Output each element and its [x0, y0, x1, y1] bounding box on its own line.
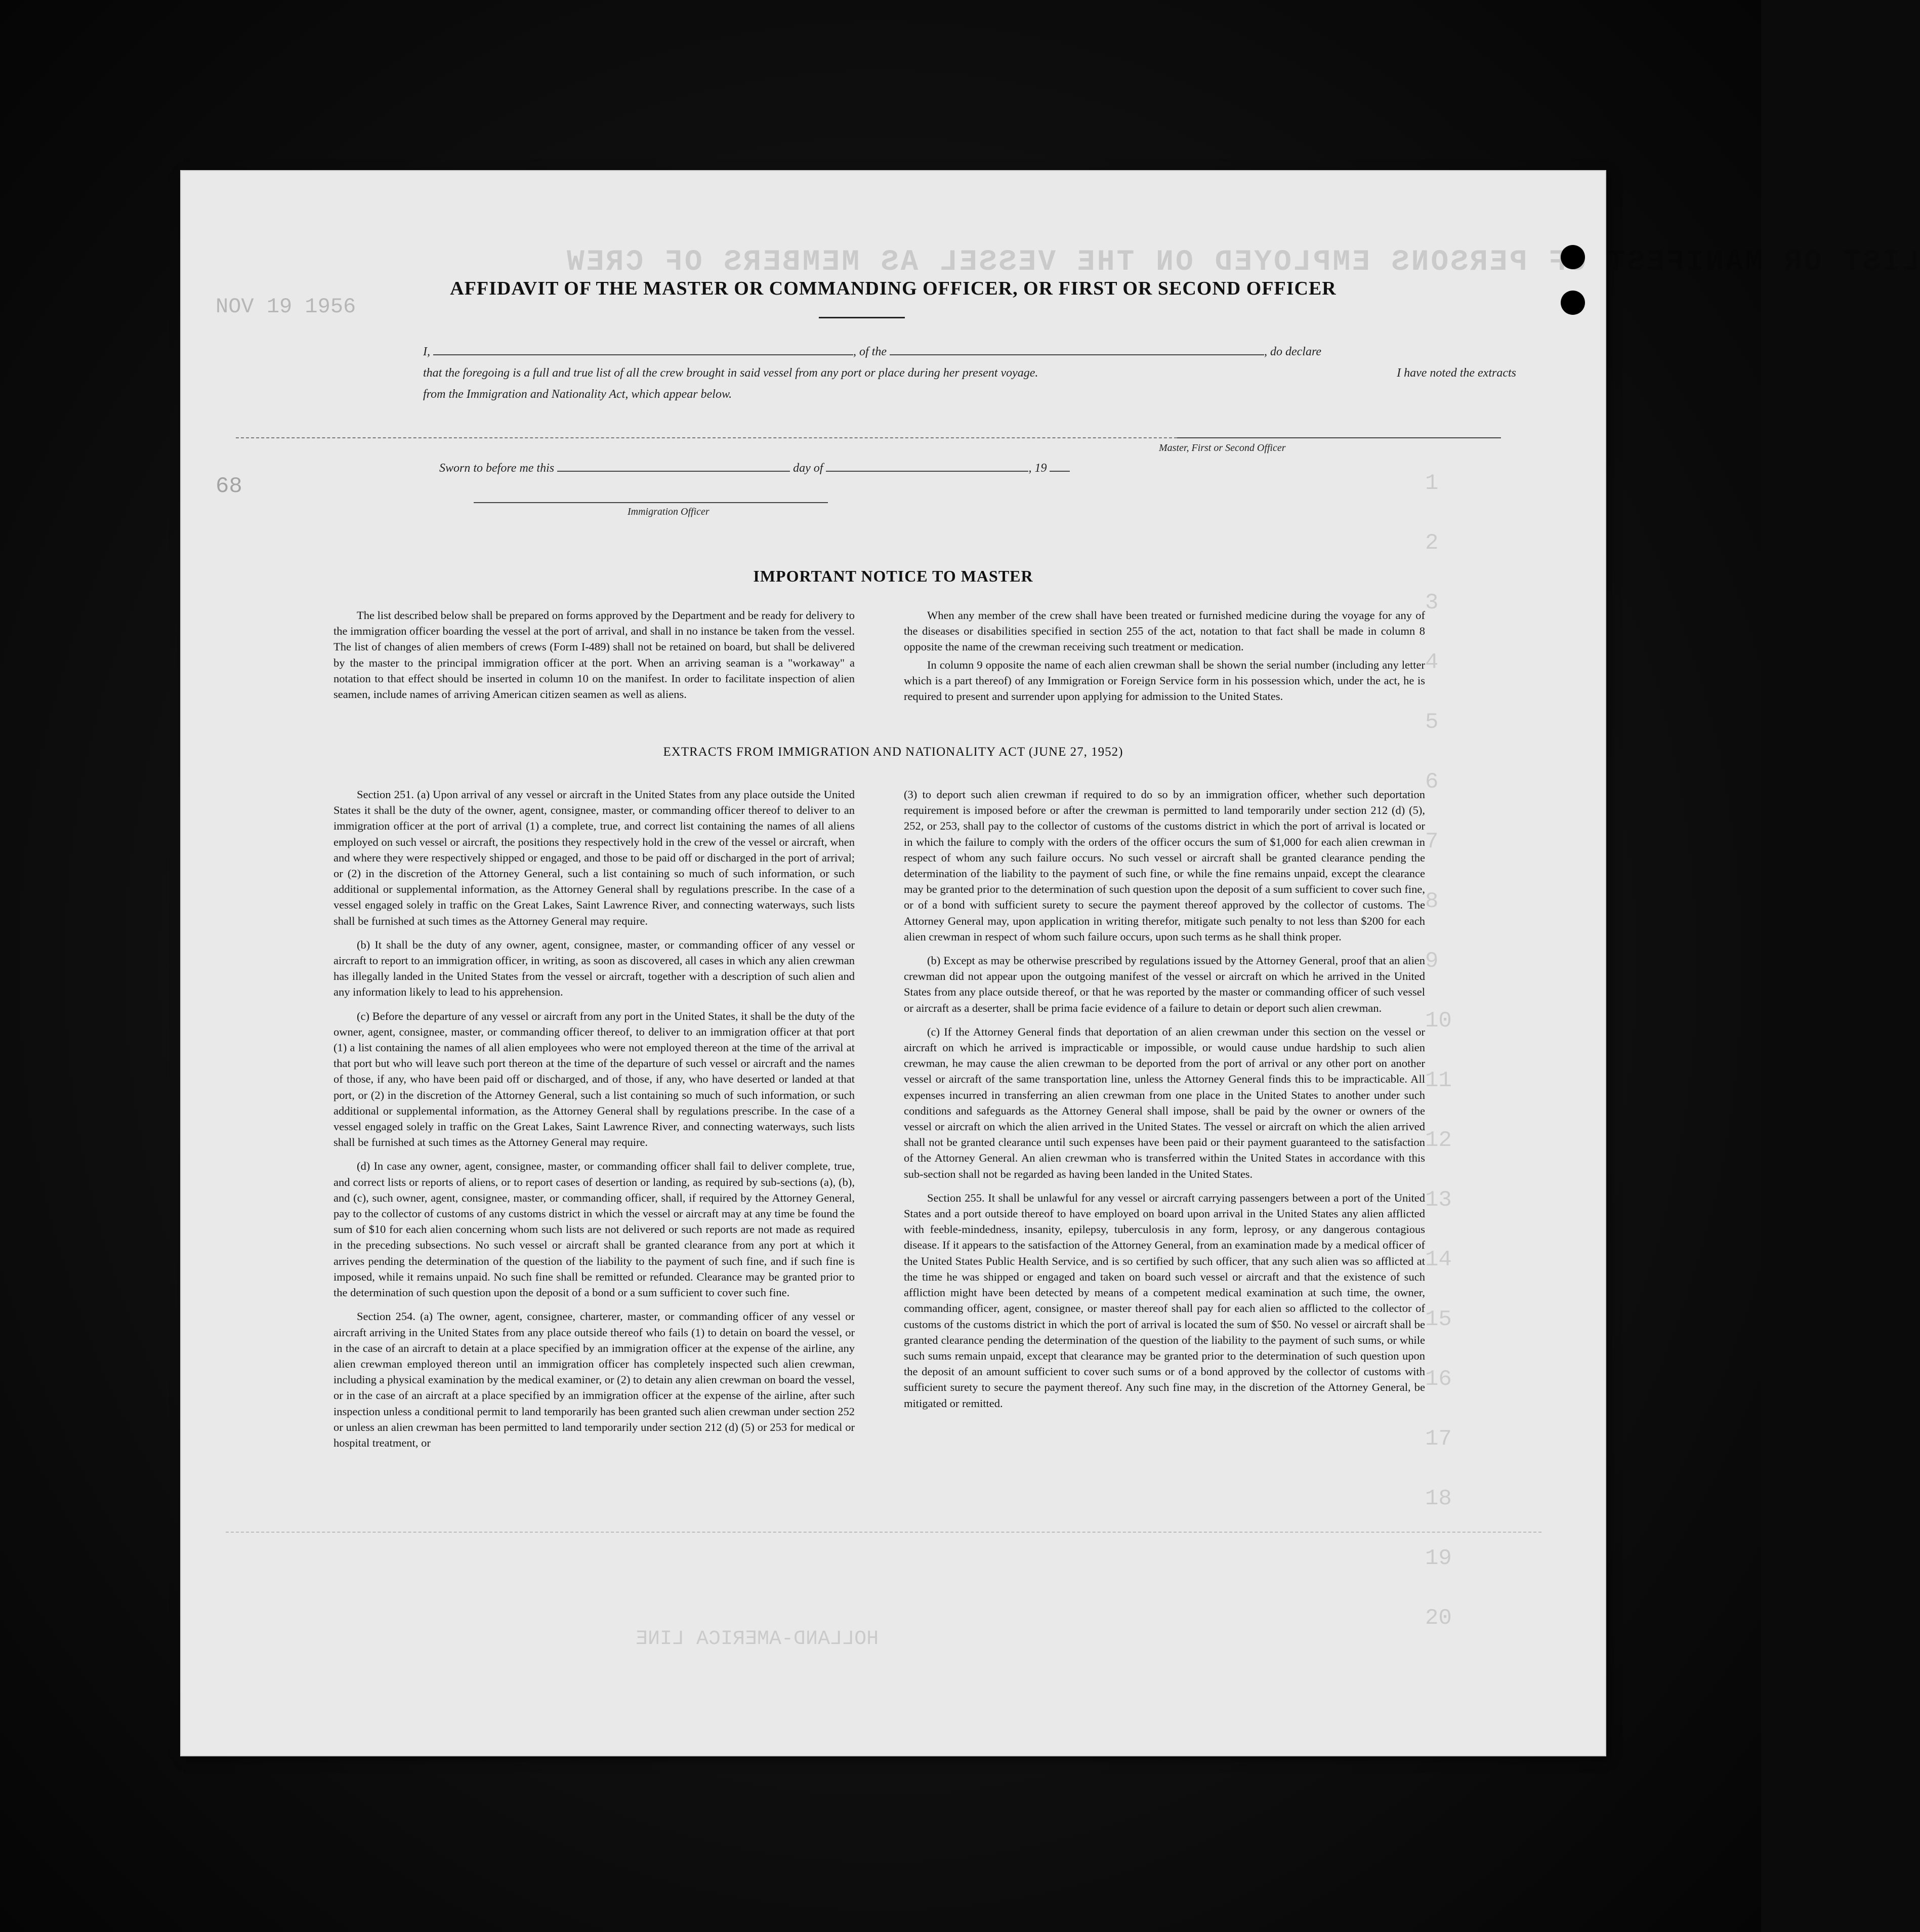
separator-rule: [236, 437, 1177, 438]
show-through-page-number: 68: [216, 474, 242, 499]
section-254a-continued: (3) to deport such alien crewman if required to do so by an immigration officer, whether such deportation requirement is imposed before or after the crewman is permitted to land temporarily under section 212 (d) (5), 252, or 253, shall pay to the collector of customs of the customs district in which the port of arrival is located or in which the failure to comply with the orders of the officer occurs the sum of $1,000 for each alien crewman in respect of whom any such failure occurs. No such vessel or aircraft shall be granted clearance pending the determination of the liability to the payment of such fine, or while the fine remains unpaid, except the clearance may be granted prior to the determination of such question upon the deposit of a sum sufficient to cover such fine, or of a bond with sufficient surety to secure the payment thereof approved by the collector of customs. The Attorney General may, upon application in writing therefor, mitigate such penalty to not less than $200 for each alien crewman in respect of whom such failure occurs, upon such terms as he shall think proper.: [904, 788, 1425, 943]
of-the-label: , of the: [853, 345, 887, 358]
show-through-footer: HOLLAND-AMERICA LINE: [636, 1628, 879, 1651]
notice-paragraph: In column 9 opposite the name of each alien crewman shall be shown the serial number (including any letter which is a part thereof) of any Immigration or Foreign Service form in his possession which, under the act, he is required to present and surrender upon applying for admission to the United States.: [904, 658, 1425, 703]
declaration-line-2: from the Immigration and Nationality Act, which appear below.: [423, 388, 732, 401]
show-through-column: 1 2 3 4 5 6 7 8 9 10 11 12 13 14 15 16 17 18 19 20: [1425, 471, 1452, 1631]
signature-caption: Master, First or Second Officer: [1159, 442, 1286, 454]
show-through-title: LIST OR MANIFEST OF PERSONS EMPLOYED ON THE VESSEL AS MEMBERS OF CREW: [565, 246, 1920, 279]
section-251c: (c) Before the departure of any vessel or aircraft from any port in the United States, it shall be the duty of the owner, agent, consignee, master, or commanding officer thereof, to deliver to an immigration officer at that port (1) a list containing the names of all alien employees who were not employed thereon at the time of the arrival at that port but who will leave such port thereon at the time of the departure of such vessel or aircraft and the names of those, if any, who have been paid off or discharged, and of those, if any, who have deserted or landed at that port, or (2) in the discretion of the Attorney General, such a list containing so much of such information, or such additional or supplemental information, as the Attorney General shall by regulations prescribe. In the case of a vessel engaged solely in traffic on the Great Lakes, Saint Lawrence River, and connecting waterways, such lists shall be furnished at such times as the Attorney General may require.: [333, 1009, 855, 1149]
section-251b: (b) It shall be the duty of any owner, agent, consignee, master, or commanding officer of any vessel or aircraft to report to an immigration officer, in writing, as soon as discovered, all cases in which any alien crewman has illegally landed in the United States from the vessel or aircraft, together with a description of such alien and any information likely to lead to his apprehension.: [333, 938, 855, 999]
master-name-blank[interactable]: [433, 354, 853, 355]
section-255: Section 255. It shall be unlawful for any vessel or aircraft carrying passengers between a port of the United States and a port outside thereof to have employed on board upon arrival in the United States any alien afflicted with feeble-mindedness, insanity, epilepsy, tuberculosis in any form, leprosy, or any dangerous contagious disease. If it appears to the satisfaction of the Attorney General, from an examination made by a medical officer of the United States Public Health Service, and is so certified by such officer, that any such alien was so afflicted at the time he was shipped or engaged and taken on board such vessel or aircraft and that the existence of such affliction might have been detected by means of a competent medical examination at such time, the owner, commanding officer, agent, consignee, or master thereof shall pay for each alien so afflicted to the collector of customs of the customs district in which the port of arrival is located the sum of $50. No vessel or aircraft shall be granted clearance pending the determination of the question of the liability to the payment of such sums, or while such sums remain unpaid, except that clearance may be granted prior to the determination of such question upon the deposit of an amount sufficient to cover such sums or of a bond approved by the collector of customs with sufficient surety to secure the payment thereof. Any such fine may, in the discretion of the Attorney General, be mitigated or remitted.: [904, 1191, 1425, 1410]
section-254a: Section 254. (a) The owner, agent, consignee, charterer, master, or commanding officer of any vessel or aircraft arriving in the United States from any place outside thereof who fails (1) to detain on board the vessel, or in the case of an aircraft to detain at a place specified by an immigration officer at the expense of the airline, any alien crewman employed thereon until an immigration officer has completely inspected such alien crewman, including a physical examination by the medical examiner, or (2) to detain any alien crewman on board the vessel, or in the case of an aircraft at a place specified by an immigration officer at the expense of the airline, after such inspection unless a conditional permit to land temporarily has been granted such alien crewman under section 252 or unless an alien crewman has been permitted to land temporarily under section 212 (d) (5) or 253 for medical or hospital treatment, or: [333, 1310, 855, 1449]
section-254b: (b) Except as may be otherwise prescribed by regulations issued by the Attorney General, proof that an alien crewman did not appear upon the outgoing manifest of the vessel or aircraft on which he arrived in the United States from any place outside thereof, or that he was reported by the master or commanding officer of such vessel or aircraft as a deserter, shall be prima facie evidence of a failure to detain or deport such alien crewman.: [904, 954, 1425, 1014]
notice-right-column: [904, 607, 1425, 712]
do-declare-label: , do declare: [1264, 345, 1322, 358]
document-page: [180, 170, 1920, 1756]
notice-paragraph: When any member of the crew shall have been treated or furnished medicine during the voyage for any of the diseases or disabilities specified in section 255 of the act, notation to that fact shall be made in column 8 opposite the name of the crewman receiving such treatment or medication.: [904, 609, 1425, 653]
affidavit-title: AFFIDAVIT OF THE MASTER OR COMMANDING OFFICER, OR FIRST OR SECOND OFFICER: [450, 278, 1337, 299]
section-251d: (d) In case any owner, agent, consignee, master, or commanding officer shall fail to deliver complete, true, and correct lists or reports of aliens, or to report cases of desertion or landing, as required by sub-sections (a), (b), and (c), such owner, agent, consignee, master, or commanding officer, shall, if required by the Attorney General, pay to the collector of customs of any customs district in which the vessel or aircraft may at any time be found the sum of $10 for each alien concerning whom such lists are not delivered or such reports are not made as required in the preceding subsections. No such vessel or aircraft shall be granted clearance from any port at which it arrives pending the determination of the question of the liability to the payment of such fine, and if such fine is imposed, while it remains unpaid. No such fine shall be remitted or refunded. Clearance may be granted prior to the determination of such question upon the deposit of a bond or a sum sufficient to cover such fine.: [333, 1160, 855, 1299]
show-through-stamp: NOV 19 1956: [216, 295, 356, 319]
section-251a: Section 251. (a) Upon arrival of any vessel or aircraft in the United States from any place outside the United States it shall be the duty of the owner, agent, consignee, master, or commanding officer thereof to deliver to an immigration officer at the port of arrival (1) a complete, true, and correct list containing the names of all aliens employed on such vessel or aircraft, the positions they respectively hold in the crew of the vessel or aircraft, when and where they were respectively shipped or engaged, and those to be paid off or discharged in the port of arrival; or (2) in the discretion of the Attorney General, such a list containing so much of such information, or such additional or supplemental information, as the Attorney General shall by regulations prescribe. In the case of a vessel engaged solely in traffic on the Great Lakes, Saint Lawrence River, and connecting waterways, such lists shall be furnished at such times as the Attorney General may require.: [333, 788, 855, 927]
sworn-year-blank[interactable]: [1050, 471, 1070, 472]
title-rule: [819, 317, 905, 318]
sworn-day-blank[interactable]: [557, 471, 790, 472]
officer-signature-line[interactable]: [474, 502, 828, 503]
footer-rule: [226, 1532, 1541, 1533]
notice-left-column: [333, 607, 855, 710]
signature-line[interactable]: [1177, 437, 1501, 438]
sworn-month-blank[interactable]: [826, 471, 1028, 472]
section-254c: (c) If the Attorney General finds that deportation of an alien crewman under this section on the vessel or aircraft on which he arrived is impracticable or impossible, or would cause undue hardship to such alien crewman, he may cause the alien crewman to be deported from the port of arrival or any other port on another vessel or aircraft of the same transportation line, unless the Attorney General finds this to be impracticable. All expenses incurred in transferring an alien crewman from one place in the United States to another under such conditions and safeguards as the Attorney General shall impose, shall be paid by the owner or owners of the vessel or aircraft on which the alien arrived in the United States. The vessel or aircraft on which the alien arrived shall not be granted clearance until such expenses have been paid or their payment guaranteed to the satisfaction of the Attorney General. An alien crewman who is transferred within the United States in accordance with this sub-section shall not be regarded as having been landed in the United States.: [904, 1025, 1425, 1180]
officer-caption: Immigration Officer: [628, 506, 709, 517]
notice-paragraph: The list described below shall be prepared on forms approved by the Department and be ready for delivery to the immigration officer boarding the vessel at the port of arrival, and shall in no instance be taken from the vessel. The list of changes of alien members of crews (Form I-489) shall not be retained on board, but shall be delivered by the master to the principal immigration officer at the port. When an arriving seaman is a "workaway" a notation to that effect should be inserted in column 10 on the manifest. In order to facilitate inspection of alien seamen, include names of arriving American citizen seamen as well as aliens.: [333, 609, 855, 701]
sworn-line: Sworn to before me this day of , 19: [439, 462, 1070, 475]
declaration-line-1: that the foregoing is a full and true list of all the crew brought in said vessel from any port or place during her present voyage. I have noted the extracts: [423, 366, 1516, 380]
extracts-right-column: [904, 787, 1425, 1419]
vessel-name-blank[interactable]: [890, 354, 1264, 355]
notice-title: IMPORTANT NOTICE TO MASTER: [753, 567, 1033, 585]
affidavit-declare-line: [423, 345, 1321, 359]
extracts-title: EXTRACTS FROM IMMIGRATION AND NATIONALITY ACT (JUNE 27, 1952): [663, 745, 1123, 759]
i-label: I,: [423, 345, 430, 358]
extracts-left-column: [333, 787, 855, 1459]
